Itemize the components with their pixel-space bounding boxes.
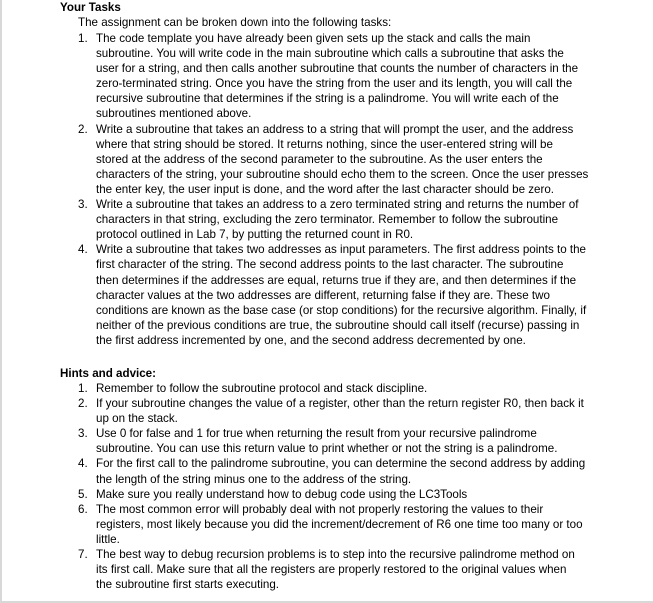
task-item (78, 31, 598, 122)
hint-number: 5. (78, 487, 88, 501)
hint-item (78, 456, 598, 486)
task-line: zero-terminated string. Once you have the string from the user and its length, you will call the (96, 77, 573, 91)
hints-heading: Hints and advice: (60, 367, 156, 380)
hint-line: little. (96, 532, 120, 546)
hint-item (78, 487, 598, 502)
task-line: The code template you have already been given sets up the stack and calls the main (96, 32, 531, 45)
task-line: characters of the string, your subroutine should echo them to the screen. Once the user presses (96, 167, 589, 181)
task-line: the enter key, the user input is done, and the word after the last character should be zero. (96, 182, 555, 196)
hint-line: The most common error will probably deal with not properly restoring the values to their (96, 502, 544, 516)
task-number: 3. (78, 198, 88, 212)
task-line: recursive subroutine that determines if the string is a palindrome. You will write each of the (96, 92, 559, 106)
task-line: then determines if the addresses are equal, returns true if they are, and then determines if the (96, 273, 577, 287)
task-line: character values at the two addresses are different, returning false if they are. These two (96, 288, 550, 302)
task-item (78, 242, 598, 348)
task-number: 1. (78, 32, 88, 45)
hint-line: up on the stack. (96, 412, 178, 426)
task-line: characters in that string, excluding the zero terminator. Remember to follow the subroutine (96, 213, 559, 227)
hint-line: The best way to debug recursion problems is to step into the recursive palindrome method on (96, 548, 575, 562)
hint-number: 7. (78, 548, 88, 562)
hint-number: 2. (78, 397, 88, 411)
task-line: neither of the previous conditions are true, the subroutine should call itself (recurse) passing in (96, 318, 580, 332)
hint-line: If your subroutine changes the value of a register, other than the return register R0, then back it (96, 397, 584, 411)
task-line: stored at the address of the second parameter to the subroutine. As the user enters the (96, 152, 543, 166)
task-line: conditions are known as the base case (or stop conditions) for the recursive algorithm. Finally, if (96, 303, 587, 317)
task-line: where that string should be stored. It returns nothing, since the user-entered string will be (96, 137, 553, 151)
tasks-intro: The assignment can be broken down into the following tasks: (78, 16, 392, 29)
hint-line: For the first call to the palindrome subroutine, you can determine the second address by adding (96, 457, 586, 471)
hint-item (78, 547, 598, 592)
hint-item (78, 381, 598, 396)
hint-number: 4. (78, 457, 88, 471)
task-line: user for a string, and then calls another subroutine that counts the number of characters in the (96, 62, 579, 76)
page-left-border (0, 0, 2, 603)
task-item (78, 197, 598, 242)
task-line: Write a subroutine that takes an address to a zero terminated string and returns the number of (96, 198, 579, 212)
task-line: the first address incremented by one, and the second address decremented by one. (96, 333, 526, 347)
hint-line: the subroutine first starts executing. (96, 578, 280, 592)
tasks-list (78, 31, 598, 348)
task-line: subroutine. You will write code in the main subroutine which calls a subroutine that asks the (96, 47, 564, 61)
hint-number: 6. (78, 502, 88, 516)
hint-item (78, 426, 598, 456)
hint-line: subroutine. You can use this return value to print whether or not the string is a palindrome. (96, 442, 558, 456)
hints-list (78, 381, 598, 592)
hint-line: its first call. Make sure that all the registers are properly restored to the original values when (96, 563, 567, 577)
hint-item (78, 396, 598, 426)
task-line: Write a subroutine that takes two addresses as input parameters. The first address points to the (96, 243, 586, 257)
task-number: 4. (78, 243, 88, 257)
tasks-heading: Your Tasks (60, 1, 121, 14)
task-line: Write a subroutine that takes an address to a string that will prompt the user, and the address (96, 122, 574, 136)
hint-number: 3. (78, 427, 88, 441)
task-line: first character of the string. The second address points to the last character. The subroutine (96, 258, 564, 272)
hint-item (78, 502, 598, 547)
hint-line: registers, most likely because you did the increment/decrement of R6 one time too many or too (96, 517, 583, 531)
hint-number: 1. (78, 382, 88, 395)
hint-line: Remember to follow the subroutine protocol and stack discipline. (96, 382, 428, 395)
task-number: 2. (78, 122, 88, 136)
task-line: subroutines mentioned above. (96, 107, 252, 121)
hint-line: Make sure you really understand how to debug code using the LC3Tools (96, 487, 468, 501)
hint-line: Use 0 for false and 1 for true when returning the result from your recursive palindrome (96, 427, 537, 441)
hint-line: the length of the string minus one to the address of the string. (96, 472, 412, 486)
task-item (78, 122, 598, 197)
task-line: protocol outlined in Lab 7, by putting the returned count in R0. (96, 228, 414, 242)
